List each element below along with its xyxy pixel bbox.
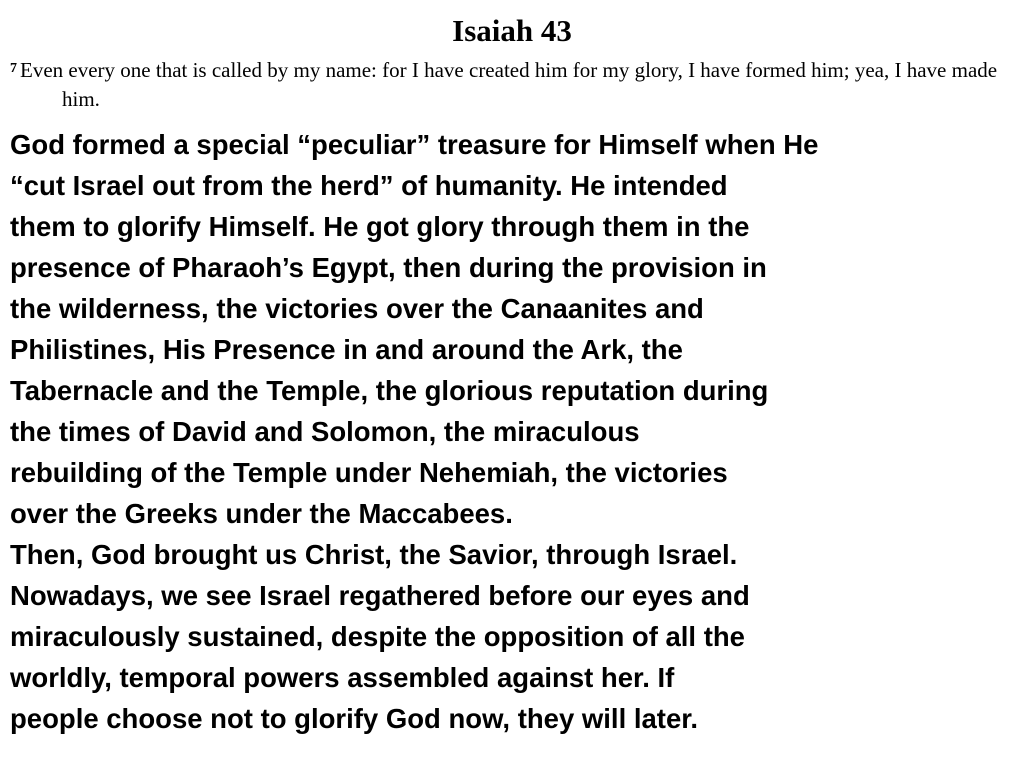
commentary-paragraph-3 — [10, 575, 1022, 739]
paragraph-line: miraculously sustained, despite the opposition of all the — [10, 621, 745, 652]
scripture-verse — [10, 56, 1014, 114]
paragraph-line: worldly, temporal powers assembled against her. If — [10, 662, 675, 693]
paragraph-line: them to glorify Himself. He got glory through them in the — [10, 211, 750, 242]
paragraph-line: over the Greeks under the Maccabees. — [10, 498, 513, 529]
paragraph-line: Then, God brought us Christ, the Savior, through Israel. — [10, 539, 738, 570]
paragraph-line: the wilderness, the victories over the Canaanites and — [10, 293, 704, 324]
verse-text: Even every one that is called by my name: for I have created him for my glory, I have formed him; yea, I have made him. — [20, 58, 998, 111]
paragraph-line: Philistines, His Presence in and around the Ark, the — [10, 334, 683, 365]
commentary-paragraph-2 — [10, 534, 1022, 575]
paragraph-line: rebuilding of the Temple under Nehemiah, the victories — [10, 457, 728, 488]
slide-title: Isaiah 43 — [452, 13, 572, 48]
paragraph-line: Tabernacle and the Temple, the glorious reputation during — [10, 375, 769, 406]
paragraph-line: Nowadays, we see Israel regathered before our eyes and — [10, 580, 750, 611]
paragraph-line: presence of Pharaoh’s Egypt, then during the provision in — [10, 252, 767, 283]
commentary-body — [10, 124, 1022, 739]
paragraph-line: the times of David and Solomon, the miraculous — [10, 416, 640, 447]
paragraph-line: “cut Israel out from the herd” of humanity. He intended — [10, 170, 728, 201]
commentary-paragraph-1 — [10, 124, 1022, 534]
paragraph-line: God formed a special “peculiar” treasure for Himself when He — [10, 129, 819, 160]
paragraph-line: people choose not to glorify God now, they will later. — [10, 703, 699, 734]
verse-number: 7 — [10, 61, 17, 76]
